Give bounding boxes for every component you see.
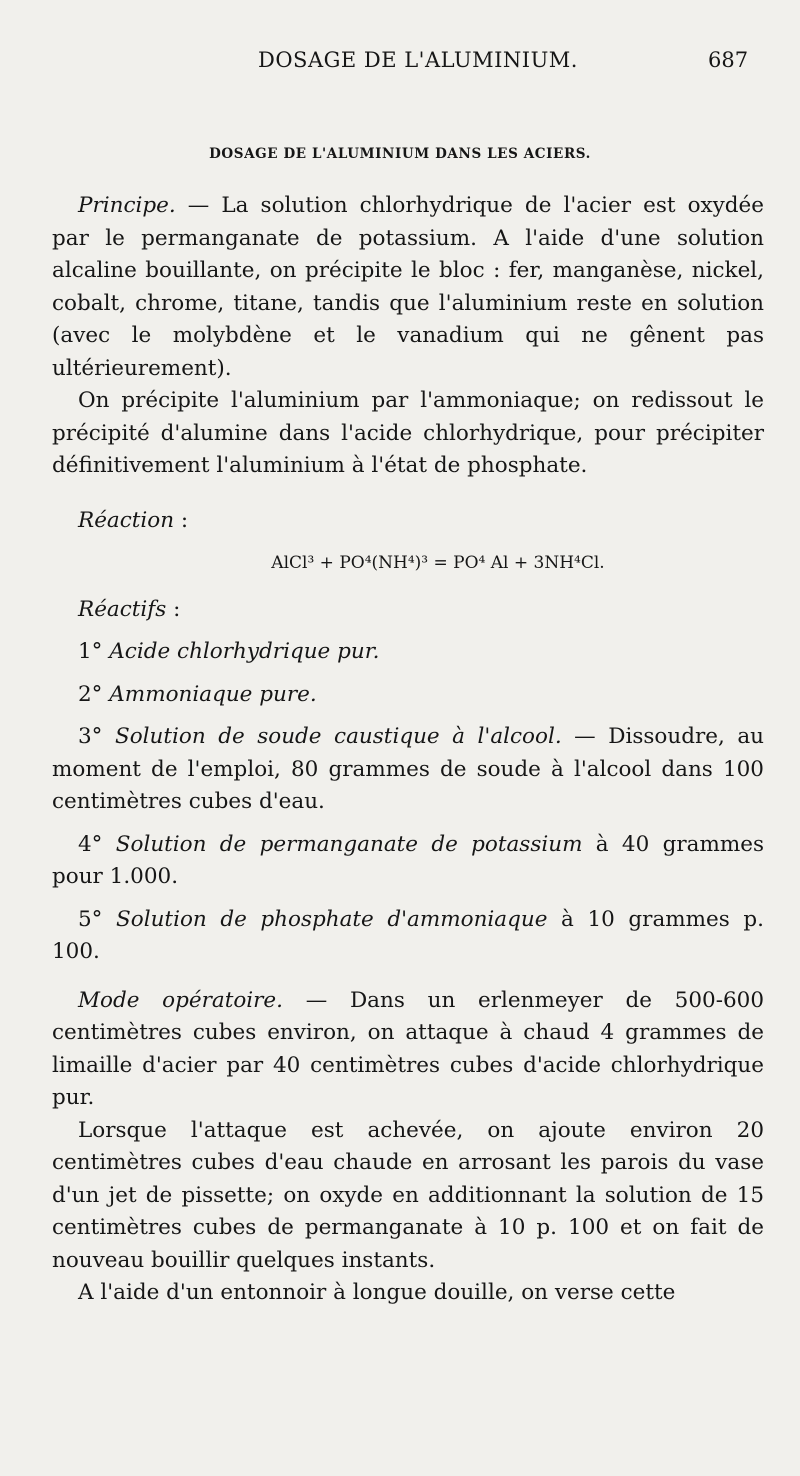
principe-paragraph-2: On précipite l'aluminium par l'ammoniaque; on redissout le précipité d'alumine dans l'acide chlorhydrique, pour précipiter définitivement l'aluminium à l'état de phosphate.: [52, 388, 764, 478]
running-title: DOSAGE DE L'ALUMINIUM.: [258, 48, 578, 72]
reaction-colon: :: [174, 507, 189, 533]
page-number: 687: [708, 48, 749, 72]
reactif-name: Solution de soude caustique à l'alcool.: [114, 724, 562, 749]
mode-paragraph-2: Lorsque l'attaque est achevée, on ajoute environ 20 centimètres cubes d'eau chaude en arrosant les parois du vase d'un jet de pissette; on oxyde en additionnant la solution de 15 centimètres cubes de permanganate à 10 p. 100 et on fait de nouveau bouillir quelques instants.: [52, 1117, 764, 1273]
mode-label: Mode opératoire.: [78, 987, 283, 1013]
reactif-name: Solution de phosphate d'ammoniaque: [116, 906, 548, 932]
reactifs-colon: :: [166, 596, 181, 622]
reaction-formula: AlCl³ + PO⁴(NH⁴)³ = PO⁴ Al + 3NH⁴Cl.: [271, 553, 605, 573]
principe-paragraph: [52, 190, 764, 385]
reactif-number: 1°: [78, 639, 103, 664]
reactif-number: 3°: [78, 724, 103, 749]
body-text: [52, 190, 764, 1310]
reactif-detail: à 40 grammes pour 1.000.: [52, 831, 764, 889]
reaction-heading: [52, 505, 764, 538]
reactif-detail: — Dissoudre, au moment de l'emploi, 80 grammes de soude à l'alcool dans 100 centimètres cubes d'eau.: [52, 724, 764, 814]
reactif-number: 4°: [78, 831, 103, 857]
principe-label: Principe.: [78, 193, 176, 218]
reactif-name: Ammoniaque pure.: [109, 681, 317, 707]
reactif-number: 2°: [78, 681, 103, 707]
reaction-label: Réaction: [78, 507, 175, 533]
reactif-item-5: [52, 904, 764, 969]
reactifs-label: Réactifs: [78, 596, 167, 622]
reactif-item-4: [52, 829, 764, 894]
mode-paragraph-3: A l'aide d'un entonnoir à longue douille, on verse cette: [78, 1280, 676, 1305]
principe-text: — La solution chlorhydrique de l'acier est oxydée par le permanganate de potassium. A l'aide d'une solution alcaline bouillante, on précipite le bloc : fer, manganèse, nickel, cobalt, chrome, titane, tandis que l'aluminium reste en solution (avec le molybdène et le vanadium qui ne gênent pas ultérieurement).: [52, 193, 764, 381]
reactif-detail: à 10 grammes p. 100.: [52, 906, 764, 964]
reactif-item-2: [52, 679, 764, 712]
reactif-name: Solution de permanganate de potassium: [115, 831, 583, 857]
reactif-item-3: [52, 721, 764, 819]
reactif-number: 5°: [78, 906, 103, 932]
page-header: [0, 44, 800, 84]
section-title: DOSAGE DE L'ALUMINIUM DANS LES ACIERS.: [209, 146, 591, 162]
mode-paragraph: [52, 985, 764, 1115]
reactif-item-1: [52, 636, 764, 669]
reactifs-heading: [52, 594, 764, 627]
reactif-name: Acide chlorhydrique pur.: [109, 639, 380, 664]
mode-text: — Dans un erlenmeyer de 500-600 centimètres cubes environ, on attaque à chaud 4 grammes de limaille d'acier par 40 centimètres cubes d'acide chlorhydrique pur.: [52, 987, 764, 1110]
